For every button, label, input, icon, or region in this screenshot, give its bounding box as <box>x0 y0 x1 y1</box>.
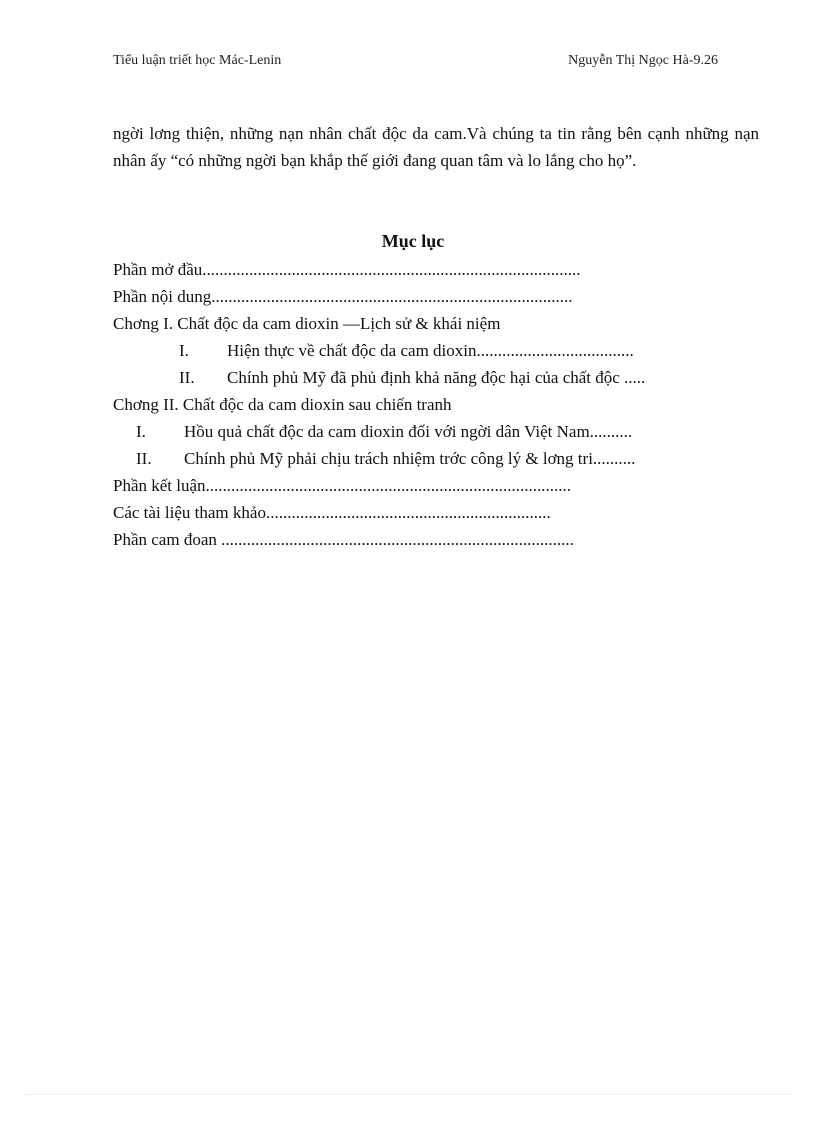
intro-text: ngời lơng thiện, những nạn nhân chất độc da cam.Và chúng ta tin rằng bên cạnh những nạn nhân ấy “có những ngời bạn khắp thế giới đang quan tâm và lo lắng cho họ”. <box>113 124 759 170</box>
toc-entry-pledge: Phần cam đoan ................................................................................... <box>113 530 574 549</box>
toc-entry-references: Các tài liệu tham khảo................................................................... <box>113 503 551 522</box>
intro-paragraph <box>113 120 759 174</box>
section-text: Chính phủ Mỹ phải chịu trách nhiệm trớc công lý & lơng tri.......... <box>184 449 636 468</box>
page-bottom-divider <box>24 1094 792 1095</box>
header-document-title: Tiểu luận triết học Mác-Lenin <box>113 53 282 68</box>
header-author: Nguyễn Thị Ngọc Hà-9.26 <box>568 53 718 68</box>
section-text: Hồu quả chất độc da cam dioxin đối với ngời dân Việt Nam.......... <box>184 422 633 441</box>
toc-entry-conclusion: Phần kết luận...................................................................................... <box>113 476 572 495</box>
section-text: Chính phủ Mỹ đã phủ định khả năng độc hại của chất độc ..... <box>227 368 646 387</box>
section-number: I. <box>179 341 189 360</box>
toc-entry-chapter-2: Chơng II. Chất độc da cam dioxin sau chiến tranh <box>113 395 452 414</box>
section-number: I. <box>136 422 146 441</box>
toc-entry-intro: Phần mở đầu......................................................................................... <box>113 260 581 279</box>
section-number: II. <box>179 368 195 387</box>
toc-entry-chapter-1: Chơng I. Chất độc da cam dioxin —Lịch sử & khái niệm <box>113 314 501 333</box>
section-text: Hiện thực về chất độc da cam dioxin..................................... <box>227 341 634 360</box>
section-number: II. <box>136 449 152 468</box>
toc-entry-chapter-1-section-1 <box>179 340 634 362</box>
page-header <box>113 52 718 70</box>
toc-entry-chapter-1-section-2 <box>179 367 645 389</box>
toc-entry-content: Phần nội dung..................................................................................... <box>113 287 573 306</box>
toc-entry-chapter-2-section-1 <box>136 421 632 443</box>
toc-entry-chapter-2-section-2 <box>136 448 635 470</box>
toc-title: Mục lục <box>381 231 445 251</box>
